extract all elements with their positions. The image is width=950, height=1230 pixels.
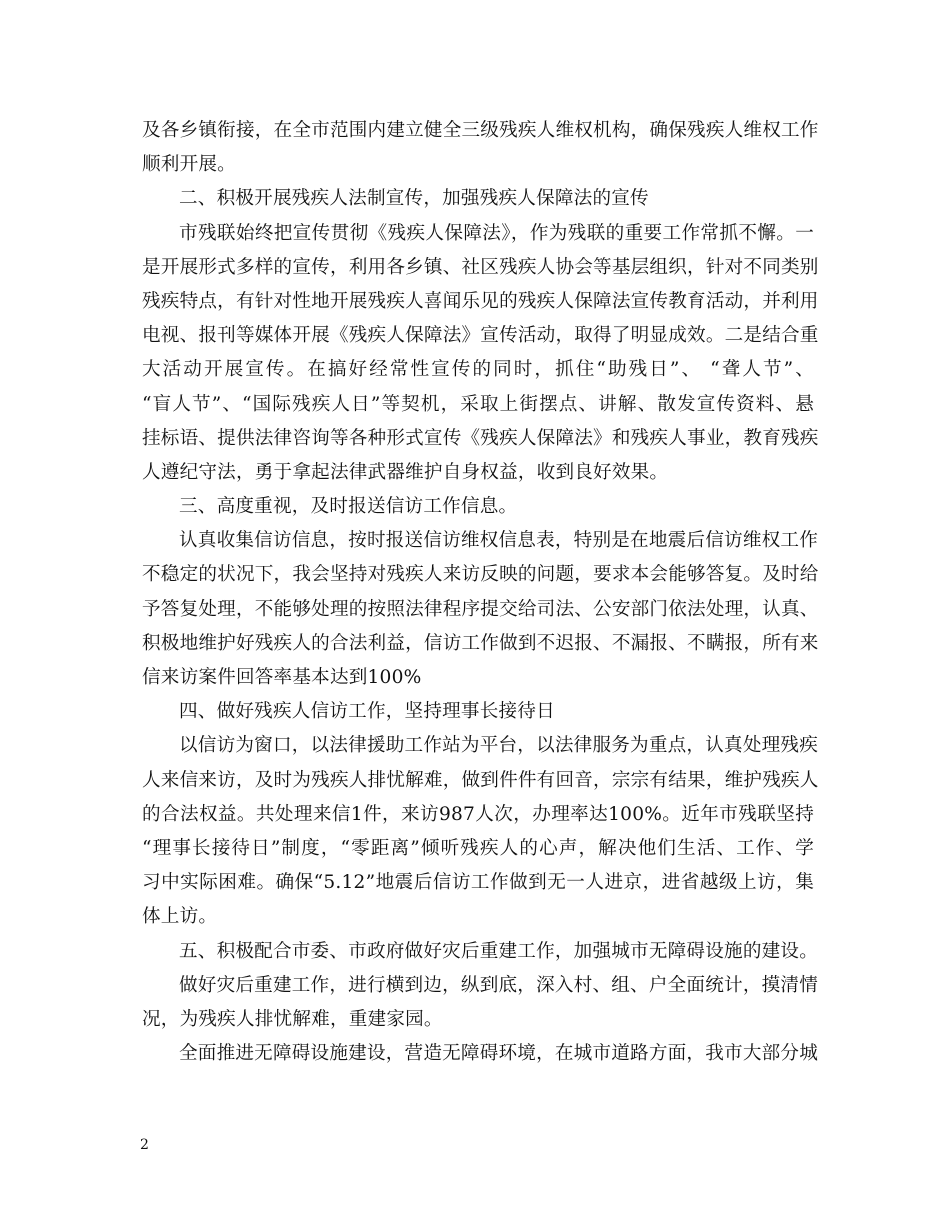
body-text: [142, 114, 819, 1071]
text-line: 不稳定的状况下，我会坚持对残疾人来访反映的问题，要求本会能够答复。及时给: [142, 564, 819, 586]
text-line: 二、积极开展残疾人法制宣传，加强残疾人保障法的宣传: [179, 188, 649, 210]
text-line: 认真收集信访信息，按时报送信访维权信息表，特别是在地震后信访维权工作: [179, 530, 818, 552]
text-line: 及各乡镇衔接，在全市范围内建立健全三级残疾人维权机构，确保残疾人维权工作: [142, 120, 819, 141]
text-line: 是开展形式多样的宣传，利用各乡镇、社区残疾人协会等基层组织，针对不同类别: [142, 256, 819, 278]
text-line: 四、做好残疾人信访工作，坚持理事长接待日: [179, 701, 555, 723]
text-line: 电视、报刊等媒体开展《残疾人保障法》宣传活动，取得了明显成效。二是结合重: [142, 325, 819, 347]
text-line: 习中实际困难。确保“5.12”地震后信访工作做到无一人进京，进省越级上访，集: [142, 872, 814, 894]
text-line: 人遵纪守法，勇于拿起法律武器维护自身权益，收到良好效果。: [142, 461, 669, 483]
text-line: “理事长接待日”制度，“零距离”倾听残疾人的心声，解决他们生活、工作、学: [142, 837, 814, 859]
text-line: 信来访案件回答率基本达到100%: [142, 667, 422, 688]
text-line: 挂标语、提供法律咨询等各种形式宣传《残疾人保障法》和残疾人事业，教育残疾: [142, 427, 819, 449]
text-line: 人来信来访，及时为残疾人排忧解难，做到件件有回音，宗宗有结果，维护残疾人: [142, 769, 819, 791]
text-line: 况，为残疾人排忧解难，重建家园。: [142, 1008, 443, 1030]
text-line: 全面推进无障碍设施建设，营造无障碍环境，在城市道路方面，我市大部分城: [179, 1043, 818, 1065]
text-line: 大活动开展宣传。在搞好经常性宣传的同时，抓住“助残日”、 “聋人节”、: [142, 359, 814, 381]
text-line: 五、积极配合市委、市政府做好灾后重建工作，加强城市无障碍设施的建设。: [179, 940, 818, 962]
text-line: 积极地维护好残疾人的合法利益，信访工作做到不迟报、不漏报、不瞒报，所有来: [142, 632, 819, 654]
text-line: 体上访。: [142, 906, 218, 928]
text-line: 市残联始终把宣传贯彻《残疾人保障法》，作为残联的重要工作常抓不懈。一: [179, 222, 814, 244]
text-line: 的合法权益。共处理来信1件，来访987人次，办理率达100%。近年市残联坚持: [142, 803, 814, 825]
text-line: 顺利开展。: [142, 154, 236, 176]
text-line: 残疾特点，有针对性地开展残疾人喜闻乐见的残疾人保障法宣传教育活动，并利用: [142, 290, 819, 312]
text-line: 三、高度重视，及时报送信访工作信息。: [179, 496, 518, 518]
page-number: 2: [140, 1137, 149, 1153]
text-line: “盲人节”、“国际残疾人日”等契机，采取上街摆点、讲解、散发宣传资料、悬: [142, 393, 814, 415]
text-line: 以信访为窗口，以法律援助工作站为平台，以法律服务为重点，认真处理残疾: [179, 735, 818, 757]
text-line: 予答复处理，不能够处理的按照法律程序提交给司法、公安部门依法处理，认真、: [142, 598, 819, 620]
text-line: 做好灾后重建工作，进行横到边，纵到底，深入村、组、户全面统计，摸清情: [179, 974, 818, 996]
